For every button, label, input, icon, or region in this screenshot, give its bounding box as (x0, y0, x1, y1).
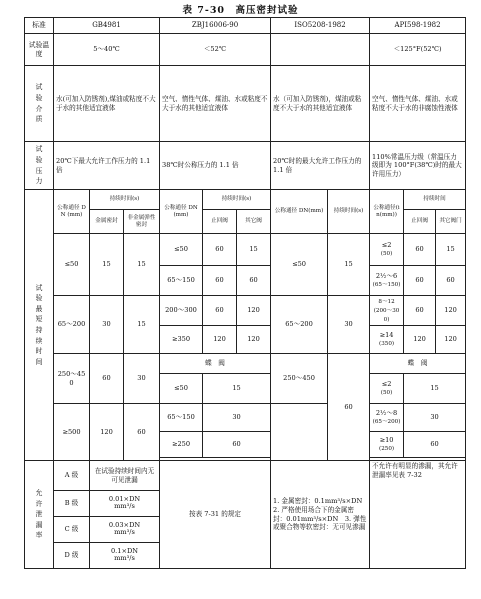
grade-b-rate: 0.01×DN mm³/s (90, 491, 160, 517)
api-check: 60 (404, 296, 436, 326)
api-other: 120 (436, 326, 466, 354)
zb-check: 60 (203, 234, 237, 266)
gb-dn: ≤50 (54, 234, 90, 296)
api-dn: 8～12 (200～300) (370, 296, 404, 326)
zb-check: 120 (203, 326, 237, 354)
api-bf-time: 15 (404, 374, 466, 404)
temp-gb: 5～40℃ (54, 34, 160, 66)
zb-other: 120 (237, 326, 271, 354)
gb-nonmetal: 15 (124, 234, 160, 296)
iso-time: 30 (328, 296, 370, 354)
duration-label: 试验最短持续时间 (25, 190, 54, 461)
temp-zb: ＜52℃ (160, 34, 271, 66)
iso-time: 60 (328, 354, 370, 461)
zb-other: 60 (237, 266, 271, 296)
gb-dn: 250～450 (54, 354, 90, 404)
temp-iso (271, 34, 370, 66)
gb-time-header: 持续时间(s) (90, 190, 160, 210)
medium-gb: 水(可加入防锈剂),煤油或粘度不大于水的其他适宜液体 (54, 66, 160, 142)
zb-other-header: 其它阀 (237, 210, 271, 234)
gb-nonmetal: 30 (124, 354, 160, 404)
grade-d-rate: 0.1×DN mm³/s (90, 543, 160, 569)
api-bf-dn: ≤2 (50) (370, 374, 404, 404)
api-check: 60 (404, 266, 436, 296)
gb-nonmetal: 60 (124, 404, 160, 461)
iso-dn-header: 公称通径 DN(mm) (271, 190, 328, 234)
gb-metal: 120 (90, 404, 124, 461)
grade-a: A 级 (54, 461, 90, 491)
temp-label: 试验温度 (25, 34, 54, 66)
zb-check: 60 (203, 296, 237, 326)
zb-dn-header: 公称通径 DN (mm) (160, 190, 203, 234)
medium-api: 空气、惰性气体、煤油、水或粘度不大于水的非腐蚀性液体 (370, 66, 466, 142)
api-dn: ≤2 (50) (370, 234, 404, 266)
medium-iso: 水（可加入防锈剂)，煤油或粘度不大于水的其他适宜液体 (271, 66, 370, 142)
std-api598: API598-1982 (370, 18, 466, 34)
gb-metal: 15 (90, 234, 124, 296)
gb-metal: 60 (90, 354, 124, 404)
iso-time: 15 (328, 234, 370, 296)
zb-bf-dn: ≥250 (160, 432, 203, 458)
standard-label: 标准 (25, 18, 54, 34)
api-dn: 2½～6 (65～150) (370, 266, 404, 296)
api-other: 120 (436, 296, 466, 326)
grade-d: D 级 (54, 543, 90, 569)
zb-bf-dn: 65～150 (160, 404, 203, 432)
high-pressure-seal-test-table (24, 17, 465, 569)
pressure-label: 试验压力 (25, 142, 54, 190)
zb-bf-time: 60 (203, 432, 271, 458)
iso-dn: ≤50 (271, 234, 328, 296)
api-other: 60 (436, 266, 466, 296)
leak-iso: 1. 金属密封：0.1mm³/s×DN 2. 严格使用场合下的金属密封：0.01mm³/s×DN 3. 弹性或聚合物等软密封：无可见渗漏 (271, 461, 370, 569)
zb-other: 120 (237, 296, 271, 326)
zb-dn: ≤50 (160, 234, 203, 266)
zb-check: 60 (203, 266, 237, 296)
gb-metal: 30 (90, 296, 124, 354)
zb-other: 15 (237, 234, 271, 266)
std-zbj16006: ZBJ16006-90 (160, 18, 271, 34)
api-bf-time: 60 (404, 432, 466, 458)
grade-a-rate: 在试验持续时间内无可见泄漏 (90, 461, 160, 491)
api-dn: ≥14 (350) (370, 326, 404, 354)
leak-label: 允许泄漏率 (25, 461, 54, 569)
api-check: 60 (404, 234, 436, 266)
zb-butterfly-header: 蝶 阀 (160, 354, 271, 374)
api-check-header: 止回阀 (404, 210, 436, 234)
std-gb4981: GB4981 (54, 18, 160, 34)
grade-b: B 级 (54, 491, 90, 517)
api-time-header: 持续时间 (404, 190, 466, 210)
api-other-header: 其它阀门 (436, 210, 466, 234)
temp-api: ＜125°F(52℃) (370, 34, 466, 66)
iso-dn: 250～450 (271, 354, 328, 404)
gb-metal-header: 金属密封 (90, 210, 124, 234)
api-dn-header: 公称通径(in(mm)) (370, 190, 404, 234)
table-title: 表 7-30 高压密封试验 (182, 5, 299, 16)
pressure-gb: 20℃下最大允许工作压力的 1.1 倍 (54, 142, 160, 190)
grade-c: C 级 (54, 517, 90, 543)
zb-bf-time: 30 (203, 404, 271, 432)
api-other: 15 (436, 234, 466, 266)
zb-dn: ≥350 (160, 326, 203, 354)
iso-blank (271, 404, 328, 461)
api-butterfly-header: 蝶 阀 (370, 354, 466, 374)
pressure-api: 110%常温压力级（常温压力级即为 100°F(38℃)时的最大许用压力） (370, 142, 466, 190)
gb-dn: ≥500 (54, 404, 90, 461)
gb-dn: 65～200 (54, 296, 90, 354)
api-bf-dn: ≥10 (250) (370, 432, 404, 458)
zb-dn: 65～150 (160, 266, 203, 296)
zb-bf-dn: ≤50 (160, 374, 203, 404)
leak-zb: 按表 7-31 的规定 (160, 461, 271, 569)
api-check: 120 (404, 326, 436, 354)
grade-c-rate: 0.03×DN mm³/s (90, 517, 160, 543)
leak-api: 不允许有明显的渗漏，其允许泄漏率见表 7-32 (370, 461, 466, 569)
gb-dn-header: 公称通径 DN (mm) (54, 190, 90, 234)
zb-bf-time: 15 (203, 374, 271, 404)
zb-check-header: 止回阀 (203, 210, 237, 234)
zb-dn: 200～300 (160, 296, 203, 326)
iso-time-header: 持续时间(s) (328, 190, 370, 234)
medium-zb: 空气、惰性气体、煤油、水或粘度不大于水的其他适宜液体 (160, 66, 271, 142)
gb-nonmetal-header: 非金属弹性密封 (124, 210, 160, 234)
api-bf-dn: 2½～8 (65～200) (370, 404, 404, 432)
zb-time-header: 持续时间(s) (203, 190, 271, 210)
gb-nonmetal: 15 (124, 296, 160, 354)
pressure-iso: 20℃时的最大允许工作压力的 1.1 倍 (271, 142, 370, 190)
iso-dn: 65～200 (271, 296, 328, 354)
pressure-zb: 38℃时公称压力的 1.1 倍 (160, 142, 271, 190)
medium-label: 试验介质 (25, 66, 54, 142)
api-bf-time: 30 (404, 404, 466, 432)
std-iso5208: ISO5208-1982 (271, 18, 370, 34)
